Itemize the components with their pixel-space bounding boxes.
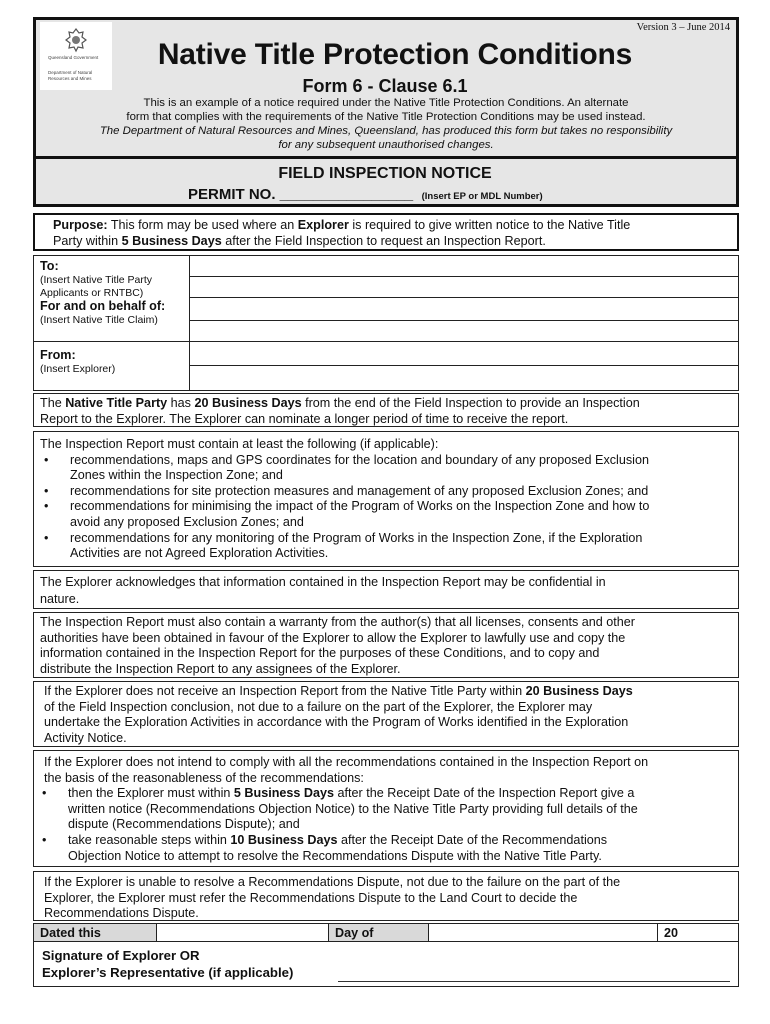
list-item: • recommendations, maps and GPS coordinates for the location and boundary of any proposed Exclusion Zones within the Inspection Zone; and	[44, 452, 649, 483]
list-item: • then the Explorer must within 5 Business Days after the Receipt Date of the Inspection Report give a written notice (Recommendations Objection Notice) to the Native Title Party providing full details of the dispute (Recommendations Dispute); and	[42, 786, 638, 832]
signature-box: Signature of Explorer OR Explorer’s Representative (if applicable)	[33, 941, 739, 987]
form-subtitle: Form 6 - Clause 6.1	[302, 76, 468, 96]
list-item: • take reasonable steps within 10 Business Days after the Receipt Date of the Recommendations Objection Notice to attempt to resolve the Recommendations Dispute with the Native Title Party.	[42, 832, 608, 863]
permit-number-line[interactable]: PERMIT NO. ________________ (Insert EP or MDL Number)	[188, 186, 543, 203]
version-label: Version 3 – June 2014	[636, 22, 730, 33]
header-bottom-rule	[33, 156, 739, 159]
signature-field[interactable]	[338, 966, 730, 982]
warranty-box: The Inspection Report must also contain a warranty from the author(s) that all licenses, consents and other authorities have been obtained in favour of the Explorer to allow the Explorer to lawfully use and copy the information contained in the Inspection Report for the purposes of these Conditions, and to copy and distribute the Inspection Report to any assignees of the Explorer.	[33, 612, 739, 678]
to-label-cell: To: (Insert Native Title Party Applicants or RNTBC) For and on behalf of: (Insert Native Title Claim)	[33, 255, 190, 342]
qld-government-logo	[40, 22, 112, 90]
list-item: • recommendations for minimising the impact of the Program of Works on the Inspection Zone and how to avoid any proposed Exclusion Zones; and	[44, 499, 650, 529]
intro-text: This is an example of a notice required under the Native Title Protection Conditions. An alternate form that complies with the requirements of the Native Title Protection Conditions may be used instead. The Department of Natural Resources and Mines, Queensland, has produced this form but takes no responsibility for any subsequent unauthorised changes.	[99, 97, 673, 151]
year-cell[interactable]: 20	[657, 923, 739, 942]
to-field-1[interactable]	[189, 255, 739, 277]
logo-text-2: Department of Natural Resources and Mines	[48, 70, 93, 81]
dispute-box: If the Explorer is unable to resolve a Recommendations Dispute, not due to the failure on the part of the Explorer, the Explorer must refer the Recommendations Dispute to the Land Court to decide the Recommendations Dispute.	[33, 871, 739, 921]
crest-icon	[63, 27, 89, 53]
no-comply-box: If the Explorer does not intend to comply with all the recommendations contained in the Inspection Report on the basis of the reasonableness of the recommendations: • then the Explorer must within 5 Business Days after the Receipt Date of the Inspection Report give a written notice (Recommendations Objection Notice) to the Native Title Party providing full details of the dispute (Recommendations Dispute); and • take reasonable steps within 10 Business Days after the Receipt Date of the Recommendations Objection Notice to attempt to resolve the Recommendations Dispute with the Native Title Party.	[33, 750, 739, 867]
list-item: • recommendations for any monitoring of the Program of Works in the Inspection Zone, if the Exploration Activities are not Agreed Exploration Activities.	[44, 530, 643, 561]
day-of-field[interactable]	[428, 923, 658, 942]
dated-field[interactable]	[156, 923, 329, 942]
to-field-2[interactable]	[189, 276, 739, 298]
dated-label-cell: Dated this	[33, 923, 157, 942]
from-label-cell: From: (Insert Explorer)	[33, 341, 190, 391]
no-report-box: If the Explorer does not receive an Inspection Report from the Native Title Party within 20 Business Days of the Field Inspection conclusion, not due to a failure on the part of the Explorer, the Explorer may undertake the Exploration Activities in accordance with the Program of Works identified in the Exploration Activity Notice.	[33, 681, 739, 747]
day-of-label-cell: Day of	[328, 923, 429, 942]
list-item: • recommendations for site protection measures and management of any proposed Exclusion Zones; and	[44, 483, 649, 498]
from-field-1[interactable]	[189, 341, 739, 366]
logo-text-1: Queensland Government	[48, 55, 99, 60]
purpose-box: Purpose: This form may be used where an Explorer is required to give written notice to the Native Title Party within 5 Business Days after the Field Inspection to request an Inspection Report.	[33, 213, 739, 251]
report-contents-box: The Inspection Report must contain at least the following (if applicable): • recommendations, maps and GPS coordinates for the location and boundary of any proposed Exclusion Zones within the Inspection Zone; and • recommendations for site protection measures and management of any proposed Exclusion Zones; and • recommendations for minimising the impact of the Program of Works on the Inspection Zone and how to avoid any proposed Exclusion Zones; and • recommendations for any monitoring of the Program of Works in the Inspection Zone, if the Exploration Activities are not Agreed Exploration Activities.	[33, 431, 739, 567]
behalf-field-1[interactable]	[189, 297, 739, 321]
behalf-field-2[interactable]	[189, 320, 739, 342]
notice-heading: FIELD INSPECTION NOTICE	[278, 165, 492, 182]
page-title: Native Title Protection Conditions	[157, 38, 633, 71]
from-field-2[interactable]	[189, 365, 739, 391]
confidential-box: The Explorer acknowledges that information contained in the Inspection Report may be confidential in nature.	[33, 570, 739, 609]
ntp-days-paragraph: The Native Title Party has 20 Business Days from the end of the Field Inspection to provide an Inspection Report to the Explorer. The Explorer can nominate a longer period of time to receive the report.	[33, 393, 739, 427]
